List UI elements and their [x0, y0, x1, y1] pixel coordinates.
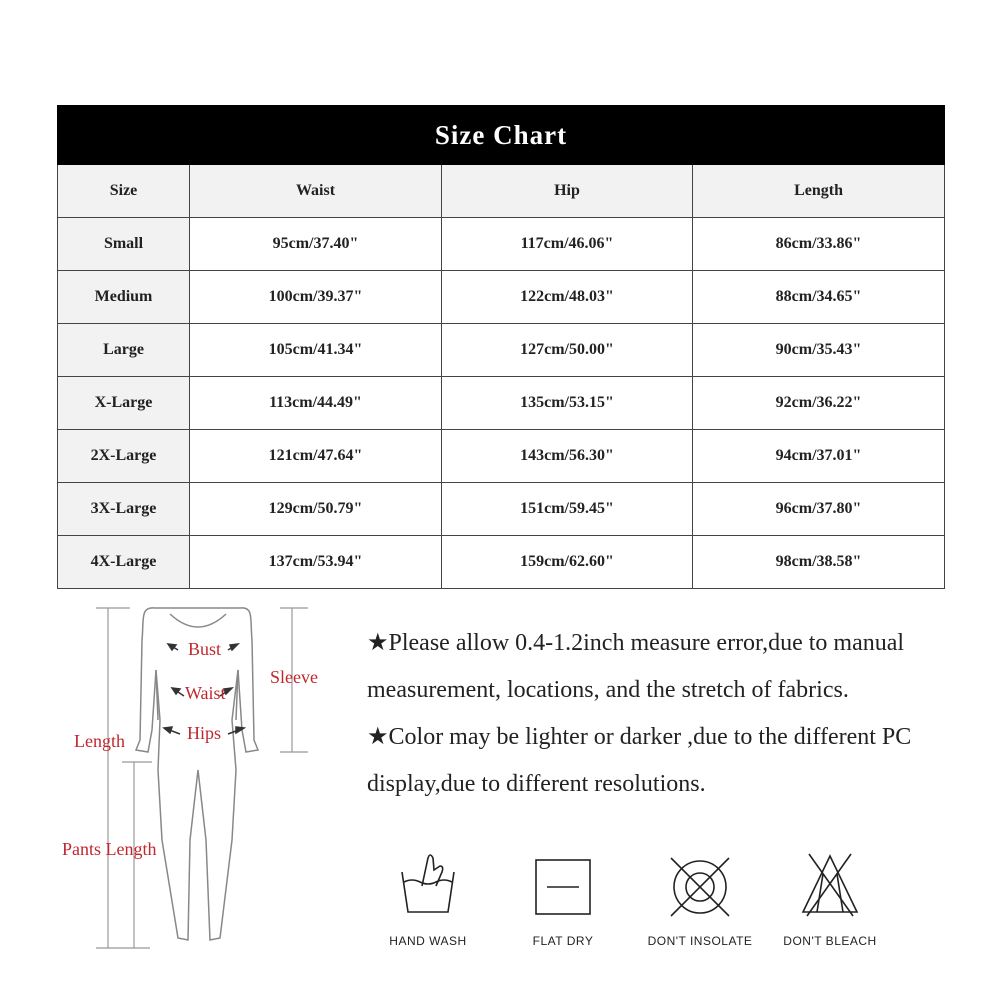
- length-cell: 90cm/35.43": [693, 324, 945, 377]
- length-cell: 92cm/36.22": [693, 377, 945, 430]
- waist-label: Waist: [185, 683, 226, 703]
- size-chart-title: Size Chart: [58, 106, 945, 165]
- header-hip: Hip: [442, 165, 693, 218]
- header-length: Length: [693, 165, 945, 218]
- care-dont-insolate: [640, 850, 760, 948]
- table-row: [58, 324, 945, 377]
- care-dont-bleach: [770, 850, 890, 948]
- hand-wash-icon: [398, 850, 458, 920]
- size-cell: Large: [58, 324, 190, 377]
- size-cell: 2X-Large: [58, 430, 190, 483]
- hip-cell: 151cm/59.45": [442, 483, 693, 536]
- table-row: [58, 483, 945, 536]
- hip-cell: 122cm/48.03": [442, 271, 693, 324]
- length-cell: 98cm/38.58": [693, 536, 945, 589]
- care-hand-wash: [368, 850, 488, 948]
- dont-insolate-label: DON'T INSOLATE: [647, 934, 753, 948]
- pants-length-label: Pants Length: [62, 839, 157, 859]
- size-cell: X-Large: [58, 377, 190, 430]
- table-row: [58, 271, 945, 324]
- measurement-figure: [60, 600, 340, 960]
- hip-cell: 135cm/53.15": [442, 377, 693, 430]
- length-cell: 96cm/37.80": [693, 483, 945, 536]
- flat-dry-label: FLAT DRY: [532, 934, 594, 948]
- waist-cell: 113cm/44.49": [190, 377, 442, 430]
- table-row: [58, 430, 945, 483]
- dont-insolate-icon: [665, 850, 735, 920]
- table-row: [58, 218, 945, 271]
- dont-bleach-label: DON'T BLEACH: [783, 934, 877, 948]
- hip-cell: 127cm/50.00": [442, 324, 693, 377]
- length-cell: 86cm/33.86": [693, 218, 945, 271]
- length-cell: 94cm/37.01": [693, 430, 945, 483]
- waist-cell: 137cm/53.94": [190, 536, 442, 589]
- length-cell: 88cm/34.65": [693, 271, 945, 324]
- sleeve-label: Sleeve: [270, 667, 318, 687]
- waist-cell: 95cm/37.40": [190, 218, 442, 271]
- hips-label: Hips: [187, 723, 222, 743]
- table-row: [58, 536, 945, 589]
- size-cell: Small: [58, 218, 190, 271]
- bust-label: Bust: [188, 639, 222, 659]
- hip-cell: 143cm/56.30": [442, 430, 693, 483]
- color-note: ★Color may be lighter or darker ,due to the different PC display,due to different resolutions.: [367, 724, 912, 797]
- waist-cell: 105cm/41.34": [190, 324, 442, 377]
- header-waist: Waist: [190, 165, 442, 218]
- header-size: Size: [58, 165, 190, 218]
- dont-bleach-icon: [795, 850, 865, 920]
- size-cell: Medium: [58, 271, 190, 324]
- hip-cell: 117cm/46.06": [442, 218, 693, 271]
- waist-cell: 121cm/47.64": [190, 430, 442, 483]
- hip-cell: 159cm/62.60": [442, 536, 693, 589]
- length-label: Length: [74, 731, 125, 751]
- size-chart-table: [57, 105, 945, 589]
- waist-cell: 129cm/50.79": [190, 483, 442, 536]
- measure-error-note: ★Please allow 0.4-1.2inch measure error,due to manual measurement, locations, and the stretch of fabrics.: [367, 630, 905, 703]
- flat-dry-icon: [533, 850, 593, 920]
- hand-wash-label: HAND WASH: [389, 934, 467, 948]
- waist-cell: 100cm/39.37": [190, 271, 442, 324]
- size-cell: 4X-Large: [58, 536, 190, 589]
- size-cell: 3X-Large: [58, 483, 190, 536]
- care-flat-dry: [503, 850, 623, 948]
- table-row: [58, 377, 945, 430]
- notes-section: [367, 620, 957, 808]
